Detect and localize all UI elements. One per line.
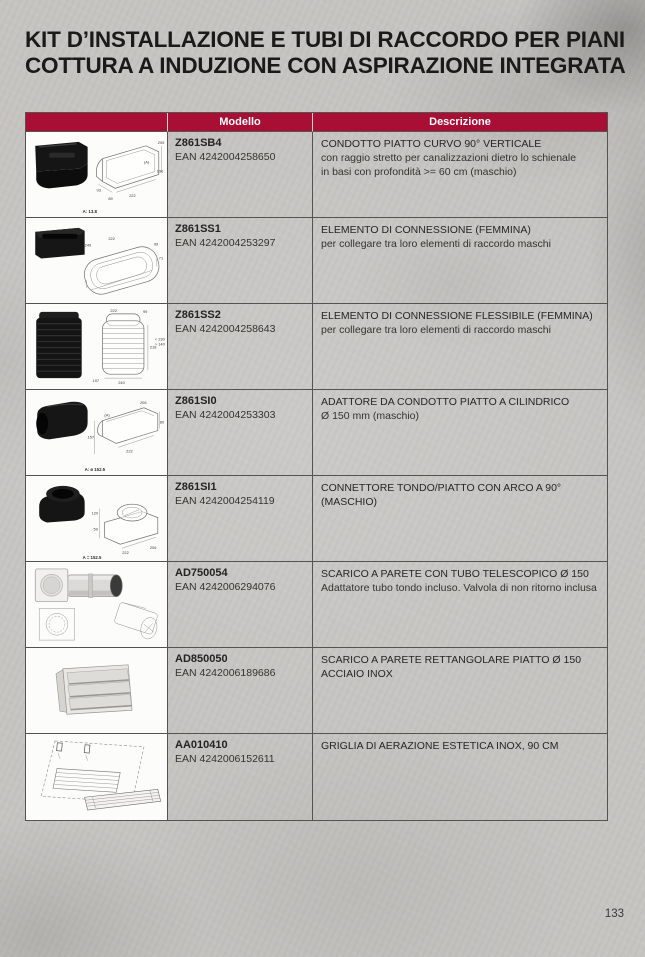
product-image-cell xyxy=(26,562,168,648)
table-row xyxy=(26,648,607,734)
connection-element-female-image xyxy=(27,219,167,303)
model-cell xyxy=(168,734,313,820)
description-cell xyxy=(313,218,607,304)
product-image-cell xyxy=(26,648,168,734)
description-line: per collegare tra loro elementi di raccordo maschi xyxy=(321,324,551,337)
svg-text:157: 157 xyxy=(87,433,94,439)
model-cell xyxy=(168,218,313,304)
svg-text:240: 240 xyxy=(117,379,125,385)
product-image-cell xyxy=(26,218,168,304)
model-cell xyxy=(168,562,313,648)
description-cell xyxy=(313,132,607,218)
svg-text:(A): (A) xyxy=(103,412,110,418)
ean-code: EAN 4242006189686 xyxy=(175,666,276,679)
description-line: con raggio stretto per canalizzazioni dietro lo schienale xyxy=(321,152,577,165)
description-title: GRIGLIA DI AERAZIONE ESTETICA INOX, 90 CM xyxy=(321,740,559,752)
svg-text:206: 206 xyxy=(139,399,147,405)
table-row xyxy=(26,390,607,476)
model-code: AA010410 xyxy=(175,739,228,751)
description-title: ADATTORE DA CONDOTTO PIATTO A CILINDRICO xyxy=(321,396,570,408)
model-code: Z861SI0 xyxy=(175,395,217,407)
ean-code: EAN 4242004258643 xyxy=(175,322,276,335)
description-cell xyxy=(313,734,607,820)
description-cell xyxy=(313,648,607,734)
model-code: AD850050 xyxy=(175,653,228,665)
table-row xyxy=(26,562,607,648)
svg-text:99: 99 xyxy=(153,241,158,247)
rectangular-wall-vent-image xyxy=(27,649,167,733)
svg-text:222: 222 xyxy=(109,307,117,313)
model-code: Z861SS2 xyxy=(175,309,221,321)
table-row xyxy=(26,132,607,218)
svg-text:(A): (A) xyxy=(143,159,149,165)
ean-code: EAN 4242006294076 xyxy=(175,580,276,593)
description-line: Adattatore tubo tondo incluso. Valvola di non ritorno inclusa xyxy=(321,582,597,595)
svg-text:59: 59 xyxy=(93,525,98,531)
model-code: Z861SI1 xyxy=(175,481,217,493)
product-image-cell xyxy=(26,734,168,820)
svg-text:209: 209 xyxy=(157,139,164,145)
svg-text:89: 89 xyxy=(107,195,113,201)
description-line: in basi con profondità >= 60 cm (maschio) xyxy=(321,166,517,179)
description-cell xyxy=(313,562,607,648)
model-cell xyxy=(168,132,313,218)
flat-duct-90-vertical-image xyxy=(27,133,167,217)
svg-text:71: 71 xyxy=(158,255,163,261)
round-flat-connector-image xyxy=(27,477,167,561)
product-image-cell xyxy=(26,476,168,562)
description-cell xyxy=(313,304,607,390)
product-image-cell xyxy=(26,304,168,390)
svg-text:218: 218 xyxy=(149,343,156,349)
table-row xyxy=(26,304,607,390)
description-line: per collegare tra loro elementi di raccordo maschi xyxy=(321,238,551,251)
description-cell xyxy=(313,476,607,562)
table-header-image xyxy=(26,113,168,132)
svg-text:120: 120 xyxy=(91,510,98,516)
description-title: ELEMENTO DI CONNESSIONE (FEMMINA) xyxy=(321,224,531,236)
svg-text:222: 222 xyxy=(107,235,115,241)
page-title xyxy=(25,27,626,80)
svg-text:A: ø 152.5: A: ø 152.5 xyxy=(84,466,105,472)
ean-code: EAN 4242004258650 xyxy=(175,150,276,163)
ean-code: EAN 4242004253297 xyxy=(175,236,276,249)
description-title: ELEMENTO DI CONNESSIONE FLESSIBILE (FEMMINA) xyxy=(321,310,593,322)
product-image-cell xyxy=(26,132,168,218)
model-code: Z861SB4 xyxy=(175,137,222,149)
description-title: SCARICO A PARETE RETTANGOLARE PIATTO Ø 150 ACCIAIO INOX xyxy=(321,654,582,681)
page-title-line2: COTTURA A INDUZIONE CON ASPIRAZIONE INTEGRATA xyxy=(25,53,626,79)
wall-outlet-telescopic-image xyxy=(27,563,167,647)
model-cell xyxy=(168,476,313,562)
model-cell xyxy=(168,390,313,476)
svg-text:196: 196 xyxy=(156,168,163,174)
svg-text:222: 222 xyxy=(121,549,129,555)
table-header-modello: Modello xyxy=(168,113,313,132)
description-title: CONNETTORE TONDO/PIATTO CON ARCO A 90° (MASCHIO) xyxy=(321,482,562,509)
svg-text:A = 152.5: A = 152.5 xyxy=(82,554,101,560)
model-code: AD750054 xyxy=(175,567,228,579)
product-table xyxy=(25,112,608,821)
product-image-cell xyxy=(26,390,168,476)
svg-text:206: 206 xyxy=(149,544,156,550)
svg-text:< 230: < 230 xyxy=(154,336,165,342)
description-title: CONDOTTO PIATTO CURVO 90° VERTICALE xyxy=(321,138,542,150)
description-cell xyxy=(313,390,607,476)
svg-text:222: 222 xyxy=(128,192,136,198)
description-title: SCARICO A PARETE CON TUBO TELESCOPICO Ø 150 xyxy=(321,568,589,580)
svg-text:197: 197 xyxy=(92,377,99,383)
flexible-connection-element-image xyxy=(27,305,167,389)
ean-code: EAN 4242004254119 xyxy=(175,494,275,507)
page-title-line1: KIT D’INSTALLAZIONE E TUBI DI RACCORDO PER PIANI xyxy=(25,27,625,52)
svg-text:222: 222 xyxy=(125,447,133,453)
svg-text:99: 99 xyxy=(142,308,147,314)
table-row xyxy=(26,476,607,562)
description-line: Ø 150 mm (maschio) xyxy=(321,410,420,423)
flat-to-round-adapter-image xyxy=(27,391,167,475)
table-row xyxy=(26,734,607,820)
table-header-descrizione: Descrizione xyxy=(313,113,607,132)
svg-text:249: 249 xyxy=(84,242,91,248)
model-cell xyxy=(168,648,313,734)
svg-text:> 140: > 140 xyxy=(154,341,165,347)
ean-code: EAN 4242006152611 xyxy=(175,752,275,765)
page-number: 133 xyxy=(604,908,624,920)
table-row xyxy=(26,218,607,304)
svg-text:A: 13.8: A: 13.8 xyxy=(82,208,97,214)
aeration-grille-image xyxy=(27,735,167,819)
svg-text:80: 80 xyxy=(159,419,164,425)
ean-code: EAN 4242004253303 xyxy=(175,408,276,421)
table-header-row xyxy=(26,113,607,132)
svg-text:93: 93 xyxy=(96,186,101,192)
model-cell xyxy=(168,304,313,390)
model-code: Z861SS1 xyxy=(175,223,221,235)
